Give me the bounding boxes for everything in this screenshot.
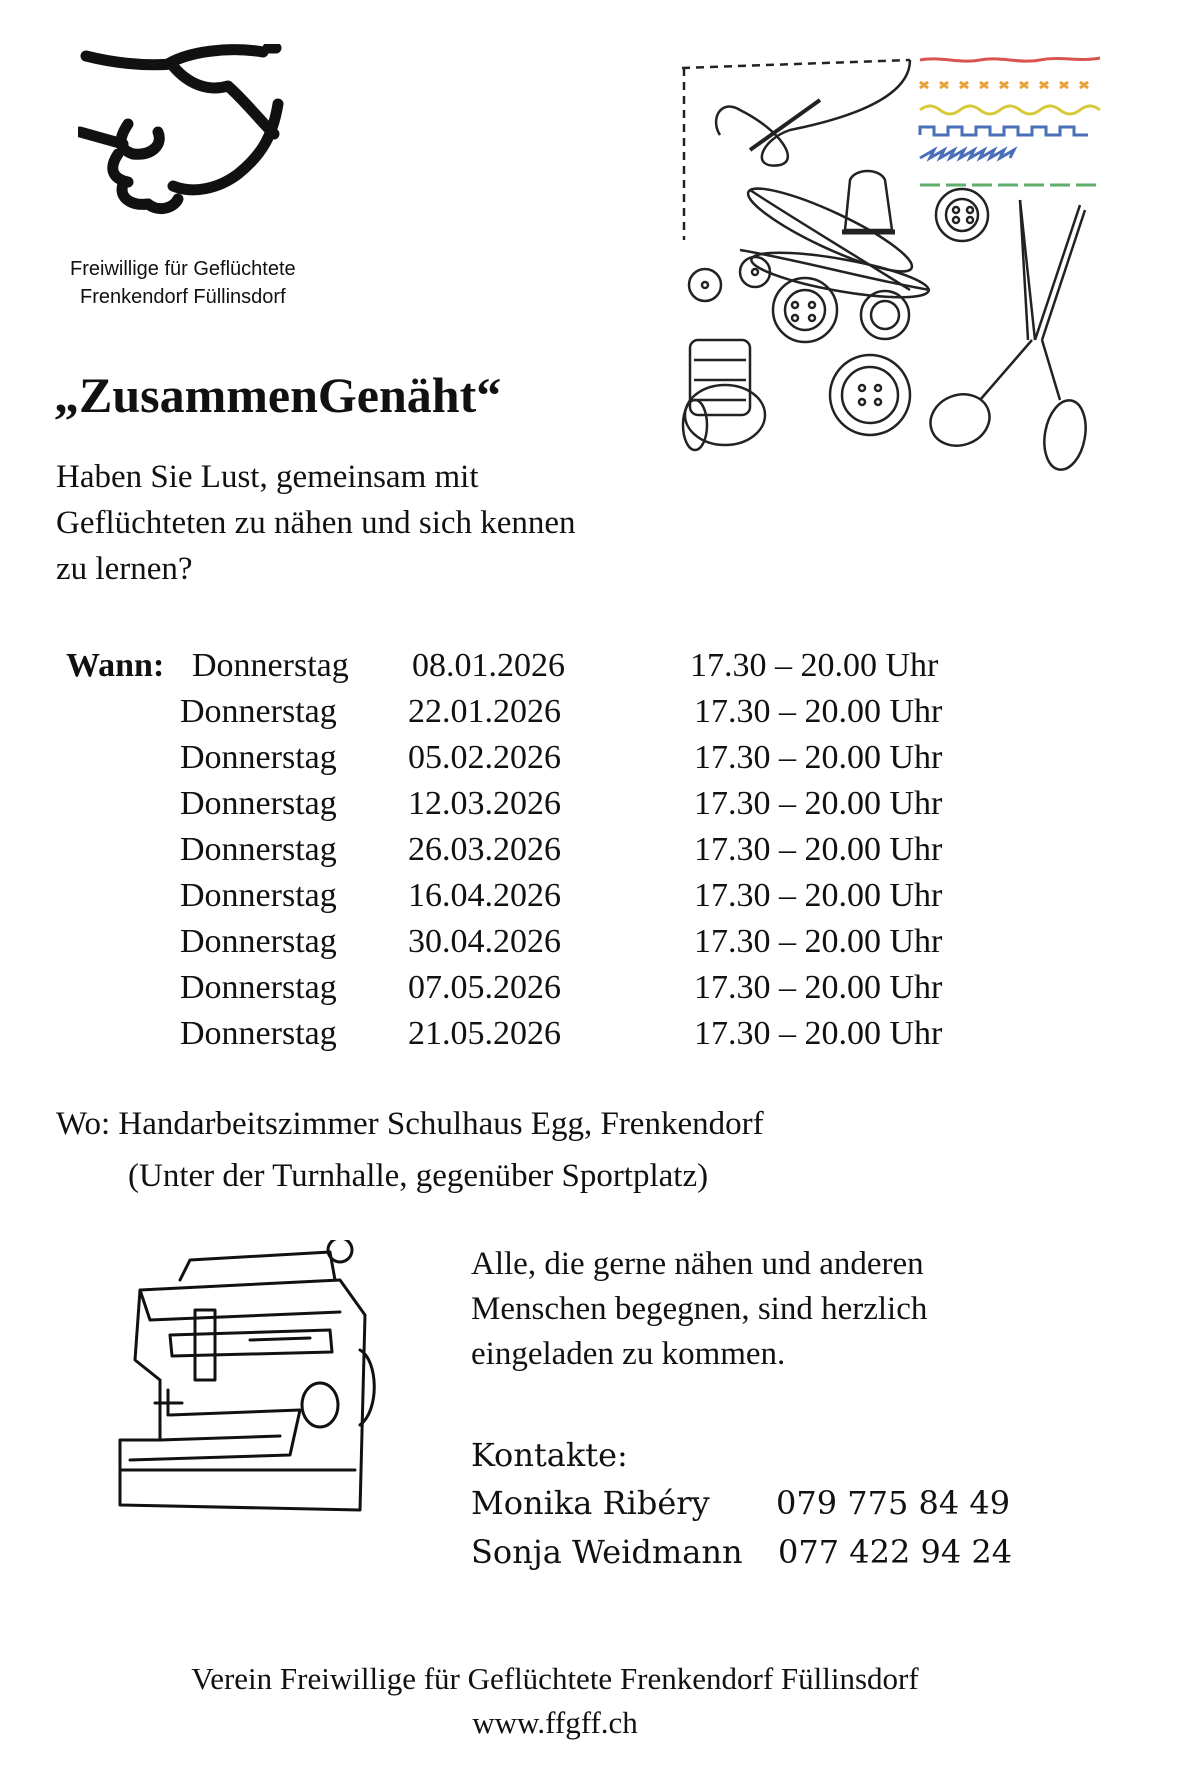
schedule-day: Donnerstag: [180, 739, 337, 776]
schedule-time: 17.30 – 20.00 Uhr: [694, 693, 943, 730]
sewing-supplies-illustration-icon: [680, 40, 1120, 500]
location-line-2: (Unter der Turnhalle, gegenüber Sportplatz): [128, 1158, 709, 1194]
schedule-day: Donnerstag: [180, 693, 337, 730]
schedule-day: Donnerstag: [180, 923, 337, 960]
footer-website-link[interactable]: www.ffgff.ch: [472, 1705, 638, 1740]
location-line-1: Wo: Handarbeitszimmer Schulhaus Egg, Frenkendorf: [56, 1106, 764, 1142]
schedule-date: 05.02.2026: [408, 739, 561, 776]
handshake-logo-icon: [78, 44, 318, 224]
schedule-date: 22.01.2026: [408, 693, 561, 730]
schedule-date: 12.03.2026: [408, 785, 561, 822]
intro-line: zu lernen?: [56, 551, 193, 587]
schedule-time: 17.30 – 20.00 Uhr: [694, 969, 943, 1006]
invitation-line: Menschen begegnen, sind herzlich: [471, 1291, 928, 1327]
schedule-date: 08.01.2026: [412, 647, 565, 684]
schedule-date: 16.04.2026: [408, 877, 561, 914]
schedule-time: 17.30 – 20.00 Uhr: [694, 923, 943, 960]
invitation-text: [471, 1242, 927, 1377]
contacts-heading: Kontakte:: [471, 1436, 628, 1474]
contact-name: Sonja Weidmann: [471, 1533, 743, 1571]
schedule-day: Donnerstag: [180, 877, 337, 914]
org-name-line-1: Freiwillige für Geflüchtete: [70, 258, 296, 280]
footer-org-name: Verein Freiwillige für Geflüchtete Frenkendorf Füllinsdorf: [191, 1661, 919, 1696]
schedule-time: 17.30 – 20.00 Uhr: [694, 1015, 943, 1052]
schedule-date: 30.04.2026: [408, 923, 561, 960]
schedule-label: Wann:: [66, 647, 165, 684]
invitation-line: eingeladen zu kommen.: [471, 1336, 786, 1372]
schedule-day: Donnerstag: [180, 1015, 337, 1052]
org-name-line-2: Frenkendorf Füllinsdorf: [80, 286, 286, 308]
contact-name: Monika Ribéry: [471, 1484, 710, 1522]
sewing-machine-icon: [110, 1240, 410, 1530]
schedule-time: 17.30 – 20.00 Uhr: [694, 785, 943, 822]
page-title: „ZusammenGenäht“: [54, 367, 502, 423]
schedule-date: 26.03.2026: [408, 831, 561, 868]
schedule-day: Donnerstag: [180, 785, 337, 822]
schedule-date: 21.05.2026: [408, 1015, 561, 1052]
schedule-day: Donnerstag: [192, 647, 349, 684]
schedule-day: Donnerstag: [180, 831, 337, 868]
schedule-time: 17.30 – 20.00 Uhr: [694, 739, 943, 776]
schedule-time: 17.30 – 20.00 Uhr: [694, 877, 943, 914]
intro-line: Geflüchteten zu nähen und sich kennen: [56, 505, 576, 541]
schedule-date: 07.05.2026: [408, 969, 561, 1006]
schedule-time: 17.30 – 20.00 Uhr: [694, 831, 943, 868]
invitation-line: Alle, die gerne nähen und anderen: [471, 1246, 924, 1282]
contact-phone[interactable]: 077 422 94 24: [778, 1533, 1013, 1571]
schedule-time: 17.30 – 20.00 Uhr: [690, 647, 939, 684]
contact-phone[interactable]: 079 775 84 49: [776, 1484, 1011, 1522]
intro-line: Haben Sie Lust, gemeinsam mit: [56, 459, 479, 495]
intro-text: [56, 454, 576, 592]
schedule-day: Donnerstag: [180, 969, 337, 1006]
